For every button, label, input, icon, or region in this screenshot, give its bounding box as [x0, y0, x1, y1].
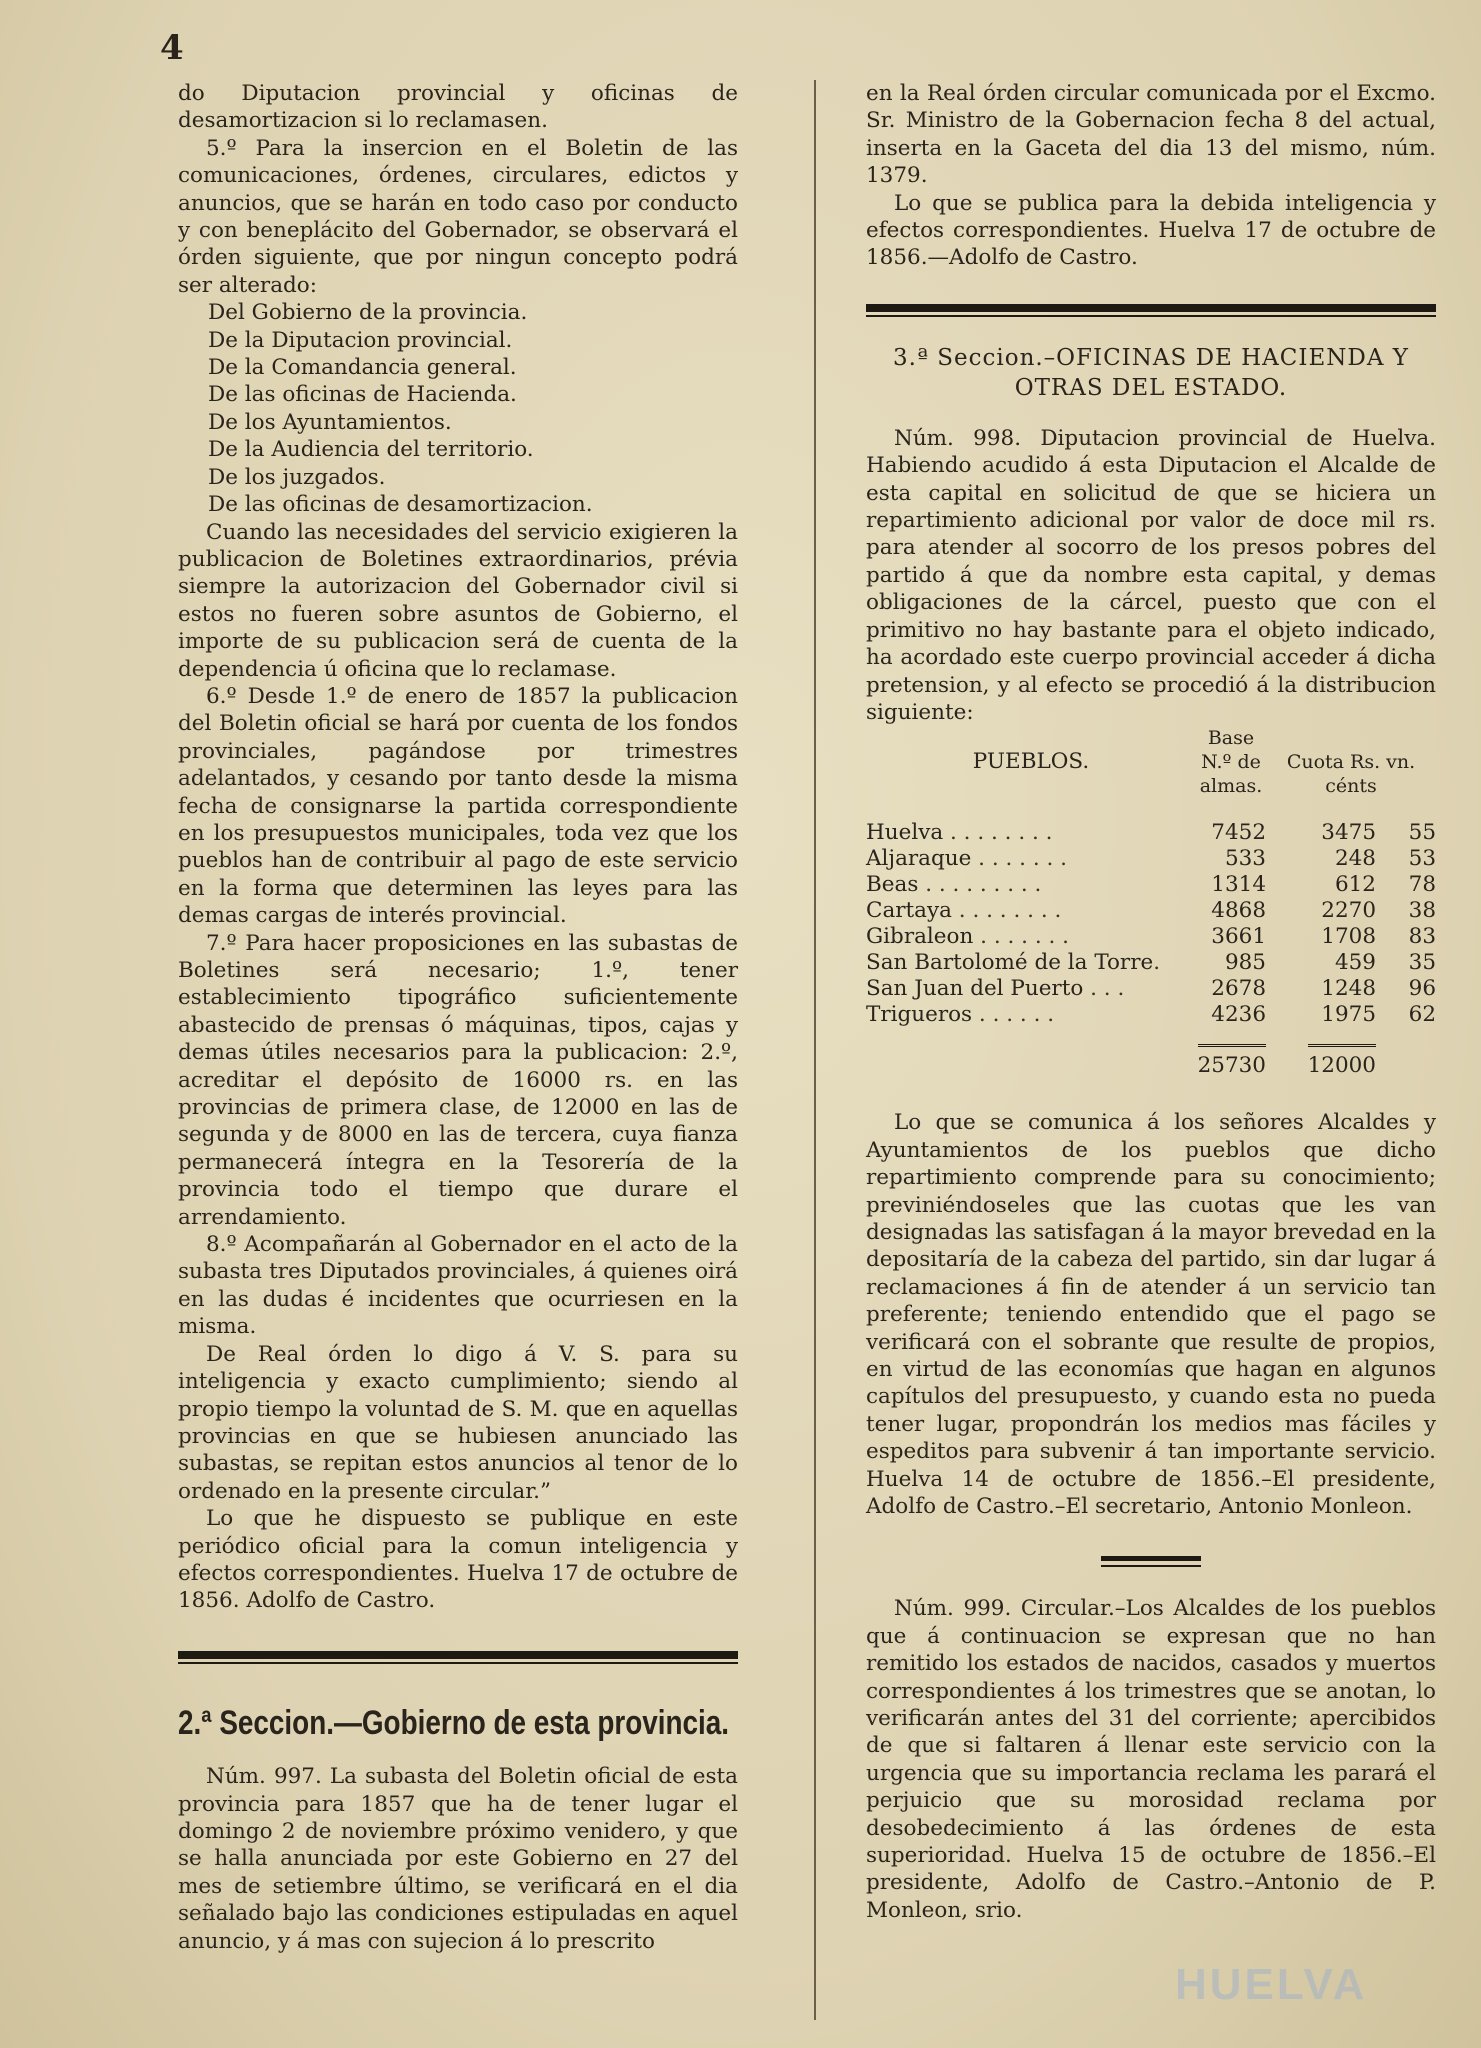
cell-cents: 53 [1408, 846, 1436, 872]
list-item: De la Comandancia general. [208, 355, 517, 381]
cell-rs: 459 [1334, 950, 1376, 976]
list-item: De la Audiencia del territorio. [208, 437, 534, 463]
table-row: Aljaraque . . . . . . . 533 248 53 [866, 846, 1436, 872]
list-item: De los juzgados. [208, 464, 386, 490]
cell-almas: 1314 [1211, 872, 1266, 898]
section-heading: 2.ª Seccion.—Gobierno de esta provincia. [178, 1703, 730, 1742]
paragraph: Núm. 998. Diputacion provincial de Huelva. Habiendo acudido á esta Diputacion el Alcalde de esta capital en solicitud de que se hiciera un repartimiento adicional por valor de doce mil rs. para atender al socorro de los presos pobres del partido á que da nombre esta capital, y demas obligaciones de la cárcel, puesto que con el primitivo no hay bastante para el objeto indicado, ha acordado este cuerpo provincial acceder á dicha pretension, y al efecto se procedió á la distribucion siguiente: [866, 425, 1436, 725]
cell-cents: 78 [1408, 872, 1436, 898]
cell-almas: 4868 [1211, 898, 1266, 924]
insertion-order-list [178, 299, 738, 518]
left-column [178, 80, 738, 1955]
cell-cents: 35 [1408, 950, 1436, 976]
paragraph: Lo que he dispuesto se publique en este periódico oficial para la comun inteligencia y efectos correspondientes. Huelva 17 de octubre de 1856. Adolfo de Castro. [178, 1506, 738, 1614]
table-row: San Juan del Puerto . . . 2678 1248 96 [866, 976, 1436, 1002]
section-rule-thin [866, 315, 1436, 317]
cell-cents: 55 [1408, 820, 1436, 846]
cell-pueblo: Aljaraque [866, 846, 972, 872]
cell-rs: 1975 [1321, 1002, 1376, 1028]
section-rule-thin [178, 1662, 738, 1664]
table-row: Beas . . . . . . . . . 1314 612 78 [866, 872, 1436, 898]
cell-cents: 62 [1408, 1002, 1436, 1028]
header-pueblos: PUEBLOS. [972, 749, 1090, 775]
table-header-row [866, 726, 1436, 798]
list-item: De las oficinas de desamortizacion. [208, 492, 593, 518]
cell-pueblo: San Bartolomé de la Torre [866, 950, 1154, 976]
separator-rule [1101, 1556, 1201, 1561]
cell-rs: 1708 [1321, 924, 1376, 950]
paragraph: De Real órden lo digo á V. S. para su inteligencia y exacto cumplimiento; siendo al propio tiempo la voluntad de S. M. que en aquellas provincias en que se hubiesen anunciado las subastas, se repitan estos anuncios al tenor de lo ordenado en la presente circular.” [178, 1341, 738, 1504]
list-item: De las oficinas de Hacienda. [208, 382, 517, 408]
paragraph: Núm. 997. La subasta del Boletin oficial de esta provincia para 1857 que ha de tener lugar el domingo 2 de noviembre próximo venidero, y que se halla anunciada por este Gobierno en 27 del mes de setiembre último, se verificará en el dia señalado bajo las condiciones estipuladas en aquel anuncio, y á mas con sujecion á lo prescrito [178, 1764, 738, 1954]
list-item: Del Gobierno de la provincia. [208, 300, 528, 326]
paragraph: Cuando las necesidades del servicio exigieren la publicacion de Boletines extraordinarios, prévia siempre la autorizacion del Gobernador civil si estos no fueren sobre asuntos de Gobierno, el importe de su publicacion será de cuenta de la dependencia ú oficina que lo reclamase. [178, 519, 738, 682]
cell-pueblo: San Juan del Puerto [866, 976, 1084, 1002]
paragraph: do Diputacion provincial y oficinas de desamortizacion si lo reclamasen. [178, 81, 738, 134]
list-item: De la Diputacion provincial. [208, 327, 513, 353]
cell-almas: 533 [1224, 846, 1266, 872]
paragraph: en la Real órden circular comunicada por el Excmo. Sr. Ministro de la Gobernacion fecha 8 del actual, inserta en la Gaceta del dia 13 del mismo, núm. 1379. [866, 81, 1436, 189]
column-divider [814, 80, 816, 2020]
cell-pueblo: Huelva [866, 820, 944, 846]
page-number: 4 [160, 28, 184, 68]
archive-watermark: HUELVA [1175, 1960, 1368, 2009]
section-rule [866, 304, 1436, 312]
total-almas: 25730 [1198, 1044, 1266, 1079]
cell-cents: 38 [1408, 898, 1436, 924]
header-cuota: Cuota Rs. vn. cénts [1286, 751, 1416, 798]
cell-rs: 3475 [1321, 820, 1376, 846]
list-item: De los Ayuntamientos. [208, 409, 452, 435]
cell-almas: 3661 [1211, 924, 1266, 950]
paragraph: Lo que se comunica á los señores Alcaldes y Ayuntamientos de los pueblos que dicho repartimiento comprende para su conocimiento; previniéndoseles que las cuotas que les van designadas las satisfagan á la mayor brevedad en la depositaría de la cabeza del partido, sin dar lugar á reclamaciones á fin de atender á un servicio tan preferente; teniendo entendido que el pago se verificará con el sobrante que resulte de propios, en virtud de las economías que hagan en algunos capítulos del presupuesto, y cuando esta no pueda tener lugar, propondrán los medios mas fáciles y espeditos para subvenir á tan importante servicio. Huelva 14 de octubre de 1856.–El presidente, Adolfo de Castro.–El secretario, Antonio Monleon. [866, 1110, 1436, 1519]
cell-pueblo: Trigueros [866, 1002, 973, 1028]
separator-rule-thin [1101, 1565, 1201, 1567]
table-row: Cartaya . . . . . . . . 4868 2270 38 [866, 898, 1436, 924]
paragraph: 6.º Desde 1.º de enero de 1857 la publicacion del Boletin oficial se hará por cuenta de los fondos provinciales, pagándose por trimestres adelantados, y cesando por tanto desde la misma fecha de consignarse la partida correspondiente en los presupuestos municipales, toda vez que los pueblos han de contribuir al pago de este servicio en la forma que determinen las leyes para las demas cargas de interés provincial. [178, 683, 738, 929]
cell-cents: 96 [1408, 976, 1436, 1002]
cell-almas: 4236 [1211, 1002, 1266, 1028]
right-column [866, 80, 1436, 1924]
paragraph: 7.º Para hacer proposiciones en las subastas de Boletines será necesario; 1.º, tener establecimiento tipográfico suficientemente abastecido de prensas ó máquinas, tipos, cajas y demas útiles necesarios para la publicacion: 2.º, acreditar el depósito de 16000 rs. en las provincias de primera clase, de 12000 en las de segunda y de 8000 en las de tercera, cuya fianza permanecerá íntegra en la Tesorería de la provincia todo el tiempo que durare el arrendamiento. [178, 930, 738, 1230]
distribution-table [866, 726, 1436, 1079]
cell-rs: 612 [1334, 872, 1376, 898]
table-row: Huelva . . . . . . . . 7452 3475 55 [866, 820, 1436, 846]
cell-pueblo: Cartaya [866, 898, 952, 924]
section-rule [178, 1651, 738, 1659]
cell-rs: 248 [1334, 846, 1376, 872]
table-row: Trigueros . . . . . . 4236 1975 62 [866, 1002, 1436, 1028]
cell-almas: 2678 [1211, 976, 1266, 1002]
cell-almas: 7452 [1211, 820, 1266, 846]
cell-rs: 2270 [1321, 898, 1376, 924]
cell-pueblo: Beas [866, 872, 919, 898]
table-total-row [866, 1028, 1436, 1079]
paragraph: Núm. 999. Circular.–Los Alcaldes de los pueblos que á continuacion se expresan que no han remitido los estados de nacidos, casados y muertos correspondientes á los trimestres que se anotan, lo verificarán antes del 31 del corriente; apercibidos de que si faltaren á llenar este servicio con la urgencia que su importancia reclama les parará el perjuicio que su morosidad reclama por desobedecimiento á las órdenes de esta superioridad. Huelva 15 de octubre de 1856.–El presidente, Adolfo de Castro.–Antonio de P. Monleon, srio. [866, 1596, 1436, 1923]
cell-pueblo: Gibraleon [866, 924, 974, 950]
paragraph: 8.º Acompañarán al Gobernador en el acto de la subasta tres Diputados provinciales, á quienes oirá en las dudas é incidentes que ocurriesen en la misma. [178, 1232, 738, 1340]
table-row: San Bartolomé de la Torre. 985 459 35 [866, 950, 1436, 976]
total-rs: 12000 [1308, 1044, 1376, 1079]
header-base: Base N.º de almas. [1199, 727, 1263, 798]
table-row: Gibraleon . . . . . . . 3661 1708 83 [866, 924, 1436, 950]
cell-almas: 985 [1224, 950, 1266, 976]
paragraph: 5.º Para la insercion en el Boletin de las comunicaciones, órdenes, circulares, edictos y anuncios, que se harán en todo caso por conducto y con beneplácito del Gobernador, se observará el órden siguiente, que por ningun concepto podrá ser alterado: [178, 135, 738, 298]
paragraph: Lo que se publica para la debida inteligencia y efectos correspondientes. Huelva 17 de octubre de 1856.—Adolfo de Castro. [866, 190, 1436, 271]
cell-cents: 83 [1408, 924, 1436, 950]
cell-rs: 1248 [1321, 976, 1376, 1002]
section-heading: 3.ª Seccion.–OFICINAS DE HACIENDA Y OTRAS DEL ESTADO. [893, 344, 1409, 401]
